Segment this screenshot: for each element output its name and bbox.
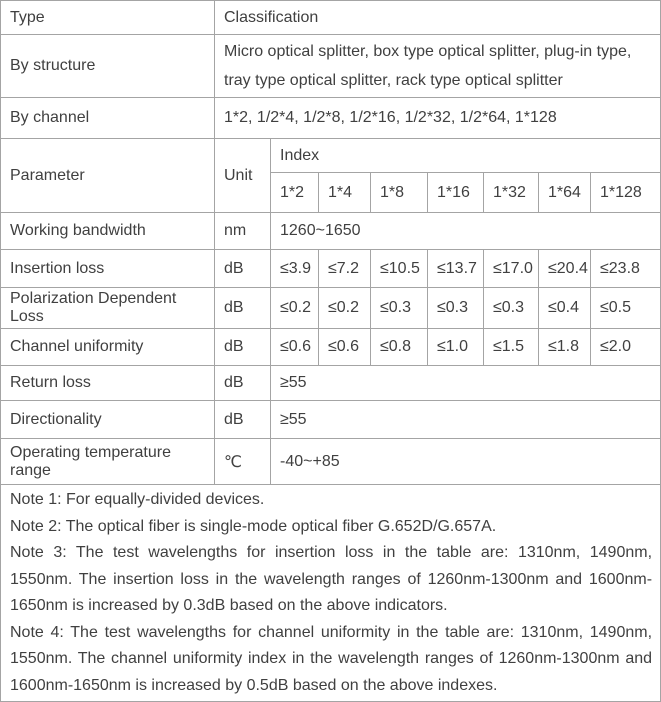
row-operating-temperature bbox=[1, 439, 661, 485]
cell-by-structure-value: Micro optical splitter, box type optical splitter, plug-in type, tray type optical splitter, rack type optical splitter bbox=[215, 35, 661, 98]
cell-unit-label: Unit bbox=[215, 139, 271, 213]
cell-type-label: Type bbox=[1, 1, 215, 35]
cell-pdl-label: Polarization Dependent Loss bbox=[1, 288, 215, 329]
row-parameter-header bbox=[1, 139, 661, 173]
row-by-structure bbox=[1, 35, 661, 98]
cell-channel-uniformity-value: ≤2.0 bbox=[591, 329, 661, 366]
cell-directionality-unit: dB bbox=[215, 401, 271, 439]
cell-channel-header-1x4: 1*4 bbox=[319, 173, 371, 213]
cell-operating-temperature-unit: ℃ bbox=[215, 439, 271, 485]
cell-channel-header-1x2: 1*2 bbox=[271, 173, 319, 213]
cell-return-loss-value: ≥55 bbox=[271, 366, 661, 401]
cell-channel-header-1x128: 1*128 bbox=[591, 173, 661, 213]
cell-insertion-loss-value: ≤20.4 bbox=[539, 250, 591, 288]
cell-operating-temperature-value: -40~+85 bbox=[271, 439, 661, 485]
cell-operating-temperature-label: Operating temperature range bbox=[1, 439, 215, 485]
cell-directionality-value: ≥55 bbox=[271, 401, 661, 439]
row-channel-uniformity bbox=[1, 329, 661, 366]
cell-index-label: Index bbox=[271, 139, 661, 173]
cell-insertion-loss-value: ≤23.8 bbox=[591, 250, 661, 288]
cell-return-loss-label: Return loss bbox=[1, 366, 215, 401]
cell-insertion-loss-value: ≤7.2 bbox=[319, 250, 371, 288]
row-directionality bbox=[1, 401, 661, 439]
cell-insertion-loss-unit: dB bbox=[215, 250, 271, 288]
cell-pdl-value: ≤0.3 bbox=[371, 288, 428, 329]
cell-channel-uniformity-unit: dB bbox=[215, 329, 271, 366]
cell-pdl-value: ≤0.4 bbox=[539, 288, 591, 329]
row-return-loss bbox=[1, 366, 661, 401]
cell-directionality-label: Directionality bbox=[1, 401, 215, 439]
row-notes bbox=[1, 485, 661, 702]
cell-pdl-value: ≤0.2 bbox=[271, 288, 319, 329]
cell-insertion-loss-value: ≤13.7 bbox=[428, 250, 484, 288]
cell-by-channel-label: By channel bbox=[1, 98, 215, 139]
cell-channel-uniformity-value: ≤1.5 bbox=[484, 329, 539, 366]
cell-working-bandwidth-label: Working bandwidth bbox=[1, 213, 215, 250]
cell-channel-uniformity-label: Channel uniformity bbox=[1, 329, 215, 366]
note-1: Note 1: For equally-divided devices. bbox=[10, 491, 265, 508]
cell-pdl-value: ≤0.3 bbox=[484, 288, 539, 329]
cell-channel-uniformity-value: ≤0.6 bbox=[319, 329, 371, 366]
cell-working-bandwidth-unit: nm bbox=[215, 213, 271, 250]
row-working-bandwidth bbox=[1, 213, 661, 250]
note-3: Note 3: The test wavelengths for insertion loss in the table are: 1310nm, 1490nm, 1550nm. The insertion loss in the wavelength ranges of 1260nm-1300nm and 1600nm-1650nm is increased by 0.3dB based on the above indicators. bbox=[10, 544, 653, 614]
row-type bbox=[1, 1, 661, 35]
notes-cell bbox=[1, 485, 661, 702]
row-polarization-dependent-loss bbox=[1, 288, 661, 329]
cell-pdl-value: ≤0.5 bbox=[591, 288, 661, 329]
cell-insertion-loss-value: ≤17.0 bbox=[484, 250, 539, 288]
cell-insertion-loss-value: ≤10.5 bbox=[371, 250, 428, 288]
cell-insertion-loss-label: Insertion loss bbox=[1, 250, 215, 288]
cell-pdl-unit: dB bbox=[215, 288, 271, 329]
row-insertion-loss bbox=[1, 250, 661, 288]
cell-return-loss-unit: dB bbox=[215, 366, 271, 401]
cell-channel-header-1x32: 1*32 bbox=[484, 173, 539, 213]
cell-pdl-value: ≤0.2 bbox=[319, 288, 371, 329]
cell-by-channel-value: 1*2, 1/2*4, 1/2*8, 1/2*16, 1/2*32, 1/2*64, 1*128 bbox=[215, 98, 661, 139]
cell-channel-uniformity-value: ≤1.0 bbox=[428, 329, 484, 366]
cell-pdl-value: ≤0.3 bbox=[428, 288, 484, 329]
cell-channel-uniformity-value: ≤0.6 bbox=[271, 329, 319, 366]
cell-by-structure-label: By structure bbox=[1, 35, 215, 98]
cell-insertion-loss-value: ≤3.9 bbox=[271, 250, 319, 288]
row-by-channel bbox=[1, 98, 661, 139]
note-4: Note 4: The test wavelengths for channel uniformity in the table are: 1310nm, 1490nm, 1550nm. The channel uniformity index in the wavelength ranges of 1260nm-1300nm and 1600nm-1650nm is increased by 0.5dB based on the above indexes. bbox=[10, 623, 653, 694]
cell-channel-header-1x8: 1*8 bbox=[371, 173, 428, 213]
cell-channel-header-1x64: 1*64 bbox=[539, 173, 591, 213]
cell-channel-uniformity-value: ≤1.8 bbox=[539, 329, 591, 366]
cell-channel-header-1x16: 1*16 bbox=[428, 173, 484, 213]
cell-parameter-label: Parameter bbox=[1, 139, 215, 213]
cell-channel-uniformity-value: ≤0.8 bbox=[371, 329, 428, 366]
note-2: Note 2: The optical fiber is single-mode optical fiber G.652D/G.657A. bbox=[10, 517, 497, 535]
cell-working-bandwidth-value: 1260~1650 bbox=[271, 213, 661, 250]
cell-classification-label: Classification bbox=[215, 1, 661, 35]
